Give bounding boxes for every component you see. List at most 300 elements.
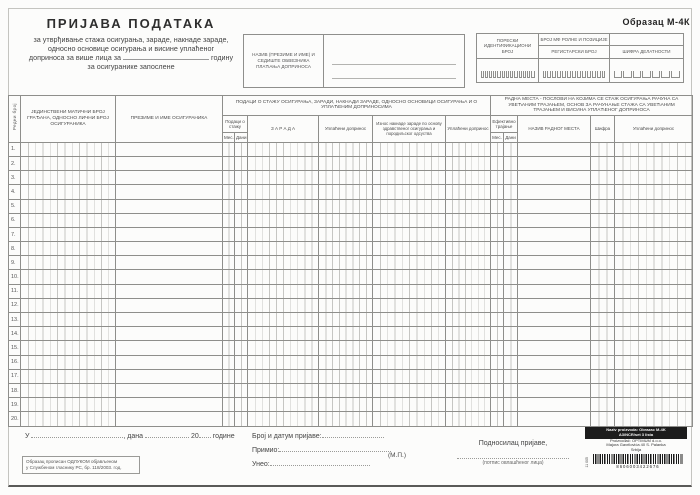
activity-column xyxy=(610,34,683,82)
entry-cell xyxy=(223,327,235,341)
entry-cell xyxy=(21,412,116,426)
digit-box xyxy=(562,71,566,78)
entry-cell xyxy=(446,298,491,312)
form-subtitle-3 xyxy=(22,53,240,62)
table-row xyxy=(9,298,693,312)
form-subtitle-1: за утврђивање стажа осигурања, зараде, накнаде зараде, xyxy=(33,35,229,44)
digit-box xyxy=(519,71,522,78)
entry-cell xyxy=(518,156,591,170)
entered-by-line xyxy=(270,459,370,466)
receipt-block xyxy=(252,431,402,473)
entry-cell xyxy=(248,355,319,369)
entry-cell xyxy=(591,256,615,270)
main-table xyxy=(8,95,693,427)
entry-cell xyxy=(446,327,491,341)
row-number: 2. xyxy=(9,156,21,170)
entry-cell xyxy=(319,171,373,185)
entry-cell xyxy=(248,313,319,327)
signature-block xyxy=(455,440,571,466)
row-number: 7. xyxy=(9,227,21,241)
print-shop-label xyxy=(585,427,687,470)
digit-box xyxy=(485,71,488,78)
entry-cell xyxy=(446,270,491,284)
entry-cell xyxy=(223,341,235,355)
entry-cell xyxy=(21,242,116,256)
report-number-row xyxy=(252,431,402,440)
entry-cell xyxy=(235,242,248,256)
entry-cell xyxy=(235,412,248,426)
digit-box xyxy=(493,71,496,78)
entry-cell xyxy=(591,142,615,156)
entry-cell xyxy=(21,355,116,369)
digit-box xyxy=(514,71,517,78)
table-row xyxy=(9,412,693,426)
entry-cell xyxy=(518,298,591,312)
header-mes-1: Мес. xyxy=(223,132,235,142)
pib-column xyxy=(477,34,539,82)
entry-cell xyxy=(518,412,591,426)
entry-cell xyxy=(446,369,491,383)
entry-cell xyxy=(116,298,223,312)
identification-box xyxy=(476,33,684,83)
entry-cell xyxy=(21,398,116,412)
entry-cell xyxy=(446,185,491,199)
entry-cell xyxy=(615,327,693,341)
year-fill-line xyxy=(123,53,209,60)
entry-cell xyxy=(504,298,518,312)
entry-cell xyxy=(518,213,591,227)
header-group-staz: ПОДАЦИ О СТАЖУ ОСИГУРАЊА, ЗАРАДИ, НАКНАДИ ЗАРАДЕ, ОДНОСНО ОСНОВИЦИ ОСИГУРАЊА И О УПЛАЋЕНИМ ДОПРИНОСИМА xyxy=(223,96,491,116)
place-fill-line xyxy=(31,431,123,438)
table-row xyxy=(9,327,693,341)
row-number: 11. xyxy=(9,284,21,298)
entry-cell xyxy=(21,213,116,227)
entry-cell xyxy=(116,398,223,412)
table-row xyxy=(9,142,693,156)
entry-cell xyxy=(615,313,693,327)
entry-cell xyxy=(615,383,693,397)
entry-cell xyxy=(446,412,491,426)
entry-cell xyxy=(235,199,248,213)
header-zarada: З А Р А Д А xyxy=(248,115,319,142)
entry-cell xyxy=(373,142,446,156)
entry-cell xyxy=(235,369,248,383)
entry-cell xyxy=(446,199,491,213)
entry-cell xyxy=(319,142,373,156)
entry-cell xyxy=(116,199,223,213)
submitter-label: Подносилац пријаве, xyxy=(478,440,548,447)
digit-box xyxy=(671,71,680,78)
entry-cell xyxy=(319,327,373,341)
entry-cell xyxy=(235,313,248,327)
entry-cell xyxy=(504,142,518,156)
row-number: 5. xyxy=(9,199,21,213)
form-title: ПРИЈАВА ПОДАТАКА xyxy=(46,16,216,31)
entry-cell xyxy=(615,242,693,256)
barcode-number: 8606003422676 xyxy=(616,463,660,469)
entry-cell xyxy=(116,327,223,341)
table-row xyxy=(9,227,693,241)
entry-cell xyxy=(491,256,504,270)
entry-cell xyxy=(504,270,518,284)
entry-cell xyxy=(223,369,235,383)
header-insured-name: ПРЕЗИМЕ И ИМЕ ОСИГУРАНИКА xyxy=(116,96,223,143)
entry-cell xyxy=(116,156,223,170)
row-number: 20. xyxy=(9,412,21,426)
entry-cell xyxy=(223,171,235,185)
table-row xyxy=(9,213,693,227)
entry-cell xyxy=(223,270,235,284)
entry-cell xyxy=(491,142,504,156)
entry-cell xyxy=(21,369,116,383)
entry-cell xyxy=(21,341,116,355)
entry-cell xyxy=(319,213,373,227)
entry-cell xyxy=(116,185,223,199)
entry-cell xyxy=(591,298,615,312)
entry-cell xyxy=(446,383,491,397)
digit-box xyxy=(510,71,513,78)
entry-cell xyxy=(21,383,116,397)
entry-cell xyxy=(223,383,235,397)
entry-cell xyxy=(504,185,518,199)
entry-cell xyxy=(223,256,235,270)
table-row xyxy=(9,398,693,412)
entry-cell xyxy=(248,327,319,341)
entry-cell xyxy=(21,298,116,312)
received-by-row xyxy=(252,445,402,454)
digit-box xyxy=(506,71,509,78)
entry-cell xyxy=(591,355,615,369)
entry-cell xyxy=(21,171,116,185)
digit-box xyxy=(557,71,561,78)
header-uplaceni-doprinos-2: Уплаћени допринос xyxy=(446,115,491,142)
entry-cell xyxy=(504,156,518,170)
row-number: 19. xyxy=(9,398,21,412)
header-staz: Подаци о стажу xyxy=(223,115,248,132)
entry-cell xyxy=(518,256,591,270)
entry-cell xyxy=(21,227,116,241)
entry-cell xyxy=(373,327,446,341)
entry-cell xyxy=(615,171,693,185)
entry-cell xyxy=(319,313,373,327)
entry-cell xyxy=(615,185,693,199)
digit-box xyxy=(489,71,492,78)
place-prefix: У xyxy=(25,433,30,440)
entry-cell xyxy=(248,142,319,156)
entry-cell xyxy=(591,227,615,241)
entry-cell xyxy=(373,242,446,256)
entry-cell xyxy=(491,341,504,355)
entry-cell xyxy=(319,412,373,426)
entry-cell xyxy=(491,284,504,298)
activity-digit-boxes xyxy=(610,59,683,82)
entry-cell xyxy=(116,284,223,298)
entry-cell xyxy=(591,185,615,199)
entry-cell xyxy=(518,341,591,355)
entry-cell xyxy=(491,156,504,170)
entry-cell xyxy=(491,313,504,327)
entry-cell xyxy=(615,270,693,284)
entry-cell xyxy=(518,242,591,256)
entry-cell xyxy=(446,313,491,327)
product-name: Naziv proizvoda: Obrazac M-4K xyxy=(606,427,666,432)
entry-cell xyxy=(223,227,235,241)
row-number: 18. xyxy=(9,383,21,397)
entry-cell xyxy=(21,199,116,213)
entry-cell xyxy=(116,341,223,355)
entry-cell xyxy=(591,412,615,426)
label-side-number: 11 005 xyxy=(585,456,589,467)
digit-box xyxy=(642,71,651,78)
entry-cell xyxy=(615,199,693,213)
entry-cell xyxy=(504,199,518,213)
entry-cell xyxy=(373,369,446,383)
report-number-label: Број и датум пријаве: xyxy=(252,433,322,440)
entry-cell xyxy=(491,171,504,185)
entry-cell xyxy=(248,156,319,170)
digit-box xyxy=(633,71,642,78)
entry-cell xyxy=(319,341,373,355)
digit-box xyxy=(614,71,623,78)
entry-cell xyxy=(319,284,373,298)
entry-cell xyxy=(491,242,504,256)
entry-cell xyxy=(591,270,615,284)
entry-cell xyxy=(116,171,223,185)
table-row xyxy=(9,383,693,397)
entry-cell xyxy=(591,383,615,397)
entry-cell xyxy=(116,242,223,256)
table-row xyxy=(9,256,693,270)
entry-cell xyxy=(373,341,446,355)
entry-cell xyxy=(591,199,615,213)
entry-cell xyxy=(116,355,223,369)
digit-box xyxy=(652,71,661,78)
entry-cell xyxy=(491,398,504,412)
entry-cell xyxy=(446,171,491,185)
table-row xyxy=(9,199,693,213)
entry-cell xyxy=(235,355,248,369)
table-row xyxy=(9,369,693,383)
entry-cell xyxy=(319,383,373,397)
entry-cell xyxy=(615,213,693,227)
entry-cell xyxy=(116,313,223,327)
entry-cell xyxy=(235,185,248,199)
entry-cell xyxy=(21,156,116,170)
entry-cell xyxy=(504,412,518,426)
entry-cell xyxy=(591,341,615,355)
entry-cell xyxy=(116,142,223,156)
digit-box xyxy=(587,71,591,78)
entry-cell xyxy=(591,284,615,298)
seal-placeholder: (М.П.) xyxy=(388,452,407,459)
place-date-line xyxy=(25,431,245,440)
digit-box xyxy=(592,71,596,78)
entry-cell xyxy=(591,313,615,327)
entry-cell xyxy=(235,341,248,355)
entry-cell xyxy=(116,227,223,241)
table-row xyxy=(9,171,693,185)
subtitle-3-suffix: годину xyxy=(211,53,234,62)
entry-cell xyxy=(373,313,446,327)
entry-cell xyxy=(446,398,491,412)
entry-cell xyxy=(235,171,248,185)
entry-cell xyxy=(373,398,446,412)
header-dani-2: Дани xyxy=(504,132,518,142)
entry-cell xyxy=(591,242,615,256)
row-number: 16. xyxy=(9,355,21,369)
entry-cell xyxy=(518,199,591,213)
entry-cell xyxy=(615,355,693,369)
entry-cell xyxy=(373,156,446,170)
entry-cell xyxy=(504,284,518,298)
product-spec: A3/NCR/set 3 lista xyxy=(618,431,654,437)
digit-box xyxy=(502,71,505,78)
entry-cell xyxy=(223,398,235,412)
regulation-note-line-2: у Службеном гласнику РС, бр. 118/2003. год. xyxy=(26,465,122,470)
entry-cell xyxy=(373,355,446,369)
row-number: 17. xyxy=(9,369,21,383)
digit-box xyxy=(523,71,526,78)
entry-cell xyxy=(248,298,319,312)
digit-box xyxy=(602,71,606,78)
entry-cell xyxy=(248,242,319,256)
header-jmbg: ЈЕДИНСТВЕНИ МАТИЧНИ БРОЈ ГРАЂАНА, ОДНОСНО ЛИЧНИ БРОЈ ОСИГУРАНИКА xyxy=(21,96,116,143)
entry-cell xyxy=(373,270,446,284)
pib-label: ПОРЕСКИ ИДЕНТИФИКАЦИОНИ БРОЈ xyxy=(477,34,538,59)
manufacturer: Proizvođač: OPTIMUM d.o.o. xyxy=(609,437,662,443)
entry-cell xyxy=(373,298,446,312)
digit-box xyxy=(552,71,556,78)
entry-cell xyxy=(248,171,319,185)
entry-cell xyxy=(21,142,116,156)
header-efektivno-trajanje: Ефективно трајање xyxy=(491,115,518,132)
entry-cell xyxy=(491,298,504,312)
entry-cell xyxy=(591,171,615,185)
digit-box xyxy=(661,71,670,78)
year-prefix: 20 xyxy=(190,433,199,440)
entry-cell xyxy=(491,412,504,426)
digit-box xyxy=(543,71,547,78)
entry-cell xyxy=(235,284,248,298)
entry-cell xyxy=(235,298,248,312)
entry-cell xyxy=(591,213,615,227)
table-row xyxy=(9,270,693,284)
entry-cell xyxy=(518,327,591,341)
entry-cell xyxy=(518,142,591,156)
entry-cell xyxy=(223,355,235,369)
digit-box xyxy=(481,71,484,78)
entry-cell xyxy=(446,355,491,369)
entry-cell xyxy=(491,355,504,369)
entered-by-row xyxy=(252,459,402,468)
received-by-label: Примио: xyxy=(252,447,280,454)
entry-cell xyxy=(21,270,116,284)
table-row xyxy=(9,355,693,369)
entry-cell xyxy=(491,213,504,227)
entry-cell xyxy=(223,156,235,170)
header-group-radna-mesta: РАДНА МЕСТА - ПОСЛОВИ НА КОЈИМА СЕ СТАЖ ОСИГУРАЊА РАЧУНА СА УВЕЋАНИМ ТРАЈАЊЕМ, ОСНОВ ЗА РАЧУНАЊЕ СТАЖА СА УВЕЋАНИМ ТРАЈАЊЕМ И ВИСИНА УПЛАЋЕНОГ ДОПРИНОСА xyxy=(491,96,693,116)
entry-cell xyxy=(248,383,319,397)
entry-cell xyxy=(248,213,319,227)
row-number: 12. xyxy=(9,298,21,312)
subtitle-3-prefix: доприноса за више лица за xyxy=(28,53,122,62)
entry-cell xyxy=(21,327,116,341)
digit-box xyxy=(597,71,601,78)
registry-number-label: РЕГИСТАРСКИ БРОЈ xyxy=(551,49,597,55)
barcode xyxy=(593,454,683,464)
entry-cell xyxy=(615,369,693,383)
manufacturer-address: Majora Gavrilovića 40 S. Palanka xyxy=(606,442,666,448)
activity-code-label: ШИФРА ДЕЛАТНОСТИ xyxy=(622,49,671,55)
entry-cell xyxy=(319,355,373,369)
entry-cell xyxy=(21,256,116,270)
entry-cell xyxy=(491,185,504,199)
registry-digit-boxes xyxy=(539,59,609,82)
regulation-note-line-1: Образац прописан ОДЛУКОМ објављеном xyxy=(26,459,118,464)
regulation-note xyxy=(22,456,140,474)
activity-empty-cell xyxy=(610,34,683,46)
entry-cell xyxy=(319,242,373,256)
table-row xyxy=(9,284,693,298)
manufacturer-country: Srbija xyxy=(630,447,642,453)
entry-cell xyxy=(319,199,373,213)
entry-cell xyxy=(235,256,248,270)
entry-cell xyxy=(248,256,319,270)
entry-cell xyxy=(518,369,591,383)
entry-cell xyxy=(504,398,518,412)
row-number: 4. xyxy=(9,185,21,199)
entry-cell xyxy=(591,398,615,412)
entry-cell xyxy=(248,412,319,426)
entry-cell xyxy=(491,327,504,341)
entry-cell xyxy=(491,227,504,241)
entry-cell xyxy=(491,199,504,213)
header-naziv-radnog-mesta: НАЗИВ РАДНОГ МЕСТА xyxy=(518,115,591,142)
entry-cell xyxy=(373,383,446,397)
entry-cell xyxy=(319,227,373,241)
entry-cell xyxy=(615,341,693,355)
entry-cell xyxy=(248,369,319,383)
digit-box xyxy=(577,71,581,78)
entry-cell xyxy=(504,313,518,327)
table-row xyxy=(9,341,693,355)
row-number: 15. xyxy=(9,341,21,355)
dana-label: , дана xyxy=(123,433,144,440)
digit-box xyxy=(531,71,534,78)
year-suffix: године xyxy=(212,433,235,440)
entry-cell xyxy=(319,156,373,170)
entry-cell xyxy=(446,341,491,355)
table-row xyxy=(9,156,693,170)
entry-cell xyxy=(504,171,518,185)
entry-cell xyxy=(116,213,223,227)
entry-cell xyxy=(319,398,373,412)
digit-box xyxy=(497,71,500,78)
entry-cell xyxy=(116,383,223,397)
payer-entry-line-1 xyxy=(332,64,456,65)
entry-cell xyxy=(615,156,693,170)
entry-cell xyxy=(235,383,248,397)
row-number: 10. xyxy=(9,270,21,284)
entry-cell xyxy=(446,284,491,298)
registry-column xyxy=(539,34,610,82)
entry-cell xyxy=(116,412,223,426)
entry-cell xyxy=(223,313,235,327)
entry-cell xyxy=(373,199,446,213)
entry-cell xyxy=(223,242,235,256)
entry-cell xyxy=(518,185,591,199)
entry-cell xyxy=(116,270,223,284)
